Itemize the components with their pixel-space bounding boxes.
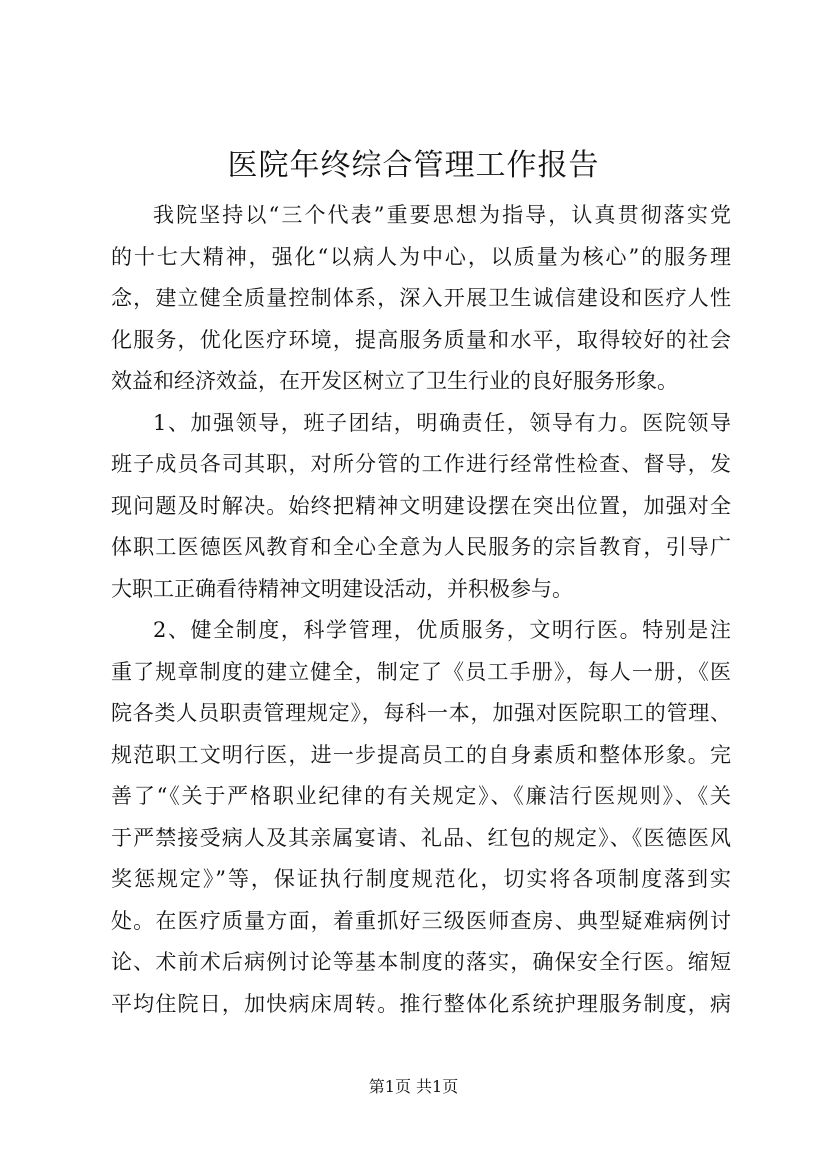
paragraph-2-line-4: 规范职工文明行医，进一步提高员工的自身素质和整体形象。完 <box>111 742 731 767</box>
paragraph-2-line-8: 处。在医疗质量方面，着重抓好三级医师查房、典型疑难病例讨 <box>111 908 731 933</box>
paragraph-1-line-1: 1、加强领导，班子团结，明确责任，领导有力。医院领导 <box>153 410 731 435</box>
paragraph-2-line-3: 院各类人员职责管理规定》，每科一本，加强对医院职工的管理、 <box>111 701 731 725</box>
paragraph-intro-line-1: 我院坚持以“三个代表”重要思想为指导，认真贯彻落实党 <box>153 203 731 227</box>
paragraph-1-line-3: 现问题及时解决。始终把精神文明建设摆在突出位置，加强对全 <box>111 493 731 518</box>
paragraph-2-line-10: 平均住院日，加快病床周转。推行整体化系统护理服务制度，病 <box>111 991 731 1016</box>
paragraph-intro-line-5: 效益和经济效益，在开发区树立了卫生行业的良好服务形象。 <box>111 369 678 393</box>
paragraph-intro-line-4: 化服务，优化医疗环境，提高服务质量和水平，取得较好的社会 <box>111 327 731 352</box>
paragraph-2-line-9: 论、术前术后病例讨论等基本制度的落实，确保安全行医。缩短 <box>111 950 731 974</box>
page-number-footer: 第1页 共1页 <box>368 1077 459 1096</box>
paragraph-2-line-2: 重了规章制度的建立健全，制定了《员工手册》，每人一册，《医 <box>111 659 731 684</box>
document-body <box>111 195 731 1025</box>
paragraph-1-line-4: 体职工医德医风教育和全心全意为人民服务的宗旨教育，引导广 <box>111 535 731 559</box>
document-title: 医院年终综合管理工作报告 <box>227 148 600 183</box>
paragraph-1-line-2: 班子成员各司其职，对所分管的工作进行经常性检查、督导，发 <box>111 452 731 476</box>
paragraph-intro-line-2: 的十七大精神，强化“以病人为中心，以质量为核心”的服务理 <box>111 244 731 269</box>
paragraph-2-line-7: 奖惩规定》”等，保证执行制度规范化，切实将各项制度落到实 <box>111 867 731 891</box>
paragraph-intro-line-3: 念，建立健全质量控制体系，深入开展卫生诚信建设和医疗人性 <box>111 286 731 310</box>
paragraph-1-line-5: 大职工正确看待精神文明建设活动，并积极参与。 <box>111 576 573 601</box>
paragraph-2-line-6: 于严禁接受病人及其亲属宴请、礼品、红包的规定》、《医德医风 <box>111 825 731 850</box>
paragraph-2-line-5: 善了“《关于严格职业纪律的有关规定》、《廉洁行医规则》、《关 <box>111 784 731 808</box>
paragraph-2-line-1: 2、健全制度，科学管理，优质服务，文明行医。特别是注 <box>153 618 731 642</box>
